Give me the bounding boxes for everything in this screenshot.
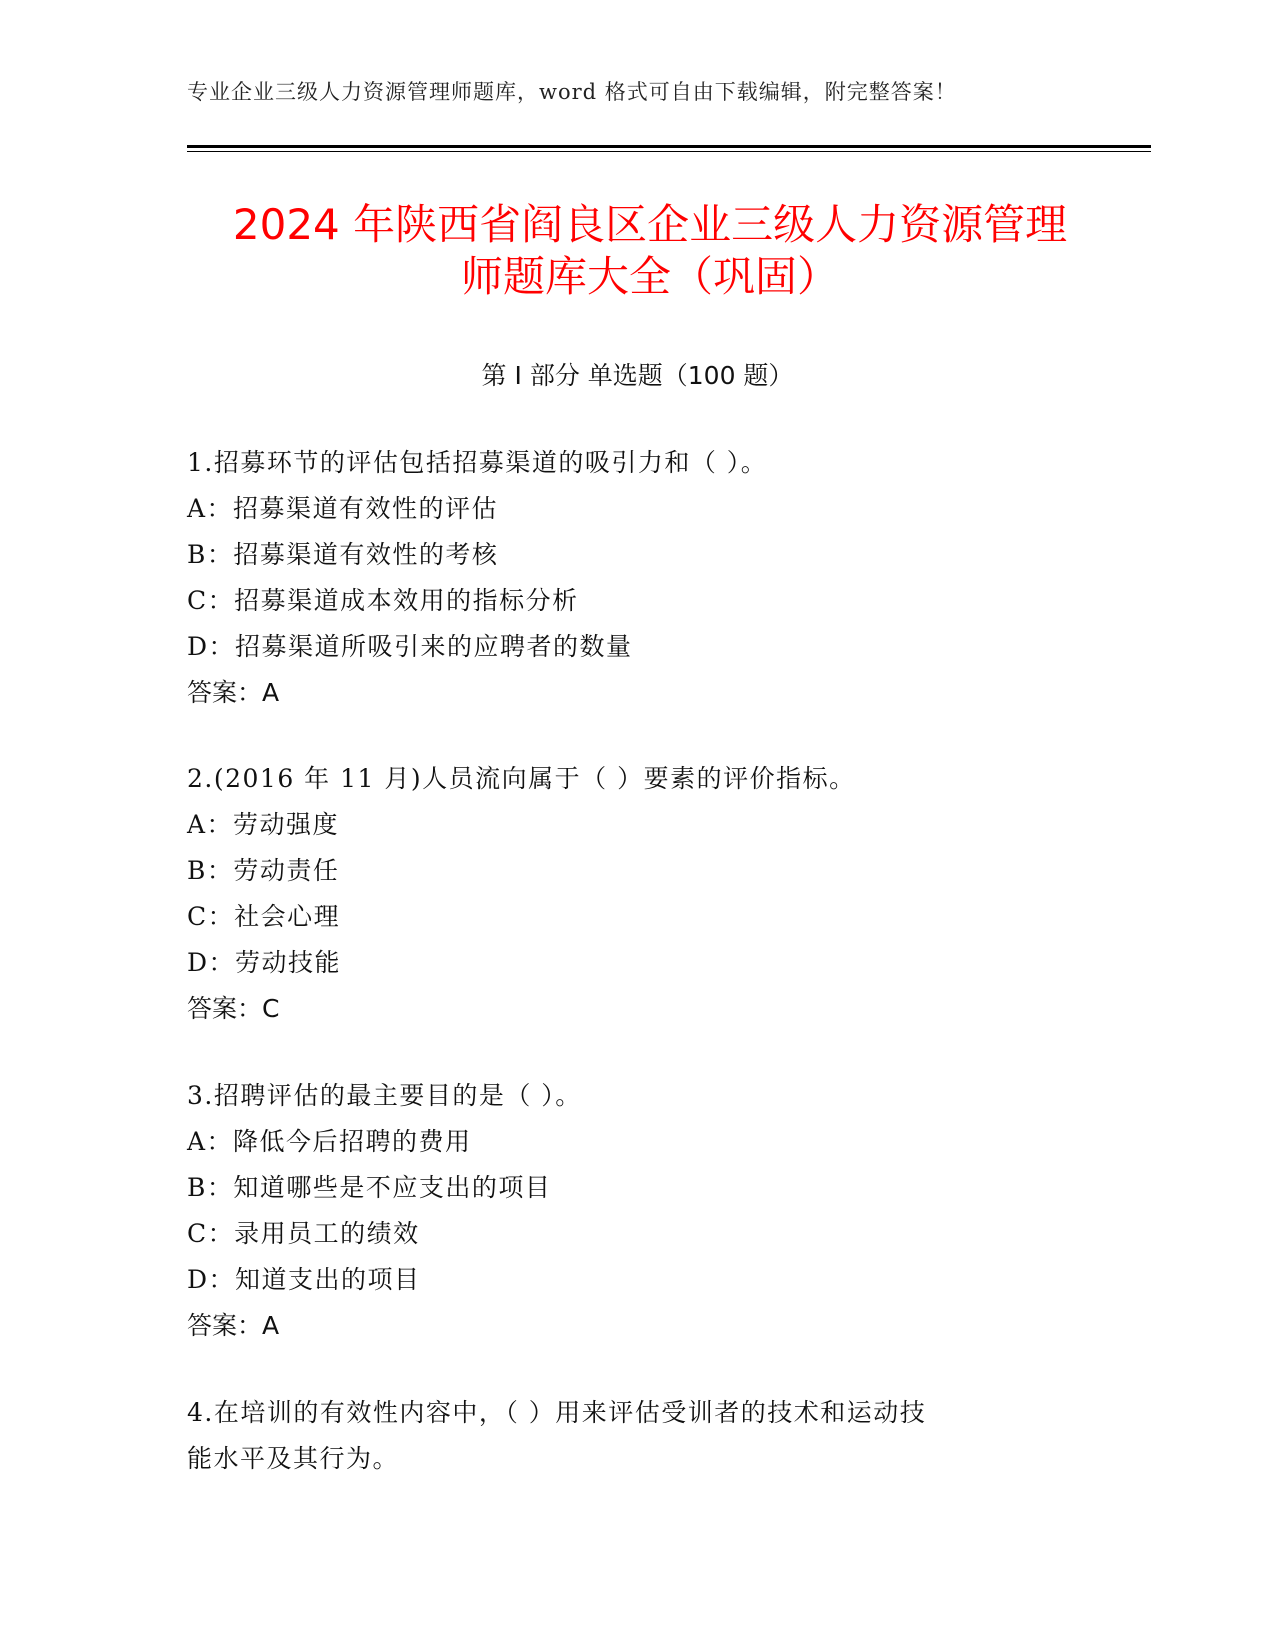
answer-label: 答案：C	[187, 994, 280, 1023]
option-b: B：招募渠道有效性的考核	[187, 540, 499, 569]
option-a: A：劳动强度	[187, 810, 340, 839]
header-divider-thick	[187, 145, 1151, 148]
option-c: C：社会心理	[187, 902, 341, 931]
option-b: B：知道哪些是不应支出的项目	[187, 1173, 552, 1202]
option-d: D：招募渠道所吸引来的应聘者的数量	[187, 632, 633, 661]
question-stem: 2.(2016 年 11 月)人员流向属于（ ）要素的评价指标。	[187, 764, 856, 793]
question-2	[187, 756, 1087, 1032]
answer-label: 答案：A	[187, 1311, 280, 1340]
header-divider-thin	[187, 151, 1151, 152]
option-a: A：招募渠道有效性的评估	[187, 494, 499, 523]
option-b: B：劳动责任	[187, 856, 340, 885]
question-stem: 1.招募环节的评估包括招募渠道的吸引力和（ ）。	[187, 448, 768, 477]
option-d: D：劳动技能	[187, 948, 342, 977]
option-a: A：降低今后招聘的费用	[187, 1127, 472, 1156]
section-heading: 第 I 部分 单选题（100 题）	[481, 361, 794, 390]
option-c: C：录用员工的绩效	[187, 1219, 420, 1248]
question-4	[187, 1390, 1087, 1482]
header-note: 专业企业三级人力资源管理师题库，word 格式可自由下载编辑，附完整答案！	[187, 80, 957, 104]
answer-label: 答案：A	[187, 678, 280, 707]
question-1	[187, 440, 1087, 716]
option-d: D：知道支出的项目	[187, 1265, 421, 1294]
question-stem-line2: 能水平及其行为。	[187, 1444, 400, 1473]
document-title-line2: 师题库大全（巩固）	[460, 252, 839, 301]
question-stem: 3.招聘评估的最主要目的是（ ）。	[187, 1081, 582, 1110]
question-3	[187, 1073, 1087, 1349]
option-c: C：招募渠道成本效用的指标分析	[187, 586, 579, 615]
document-title-line1: 2024 年陕西省阎良区企业三级人力资源管理	[232, 200, 1068, 249]
question-stem-line1: 4.在培训的有效性内容中，（ ）用来评估受训者的技术和运动技	[187, 1398, 927, 1427]
